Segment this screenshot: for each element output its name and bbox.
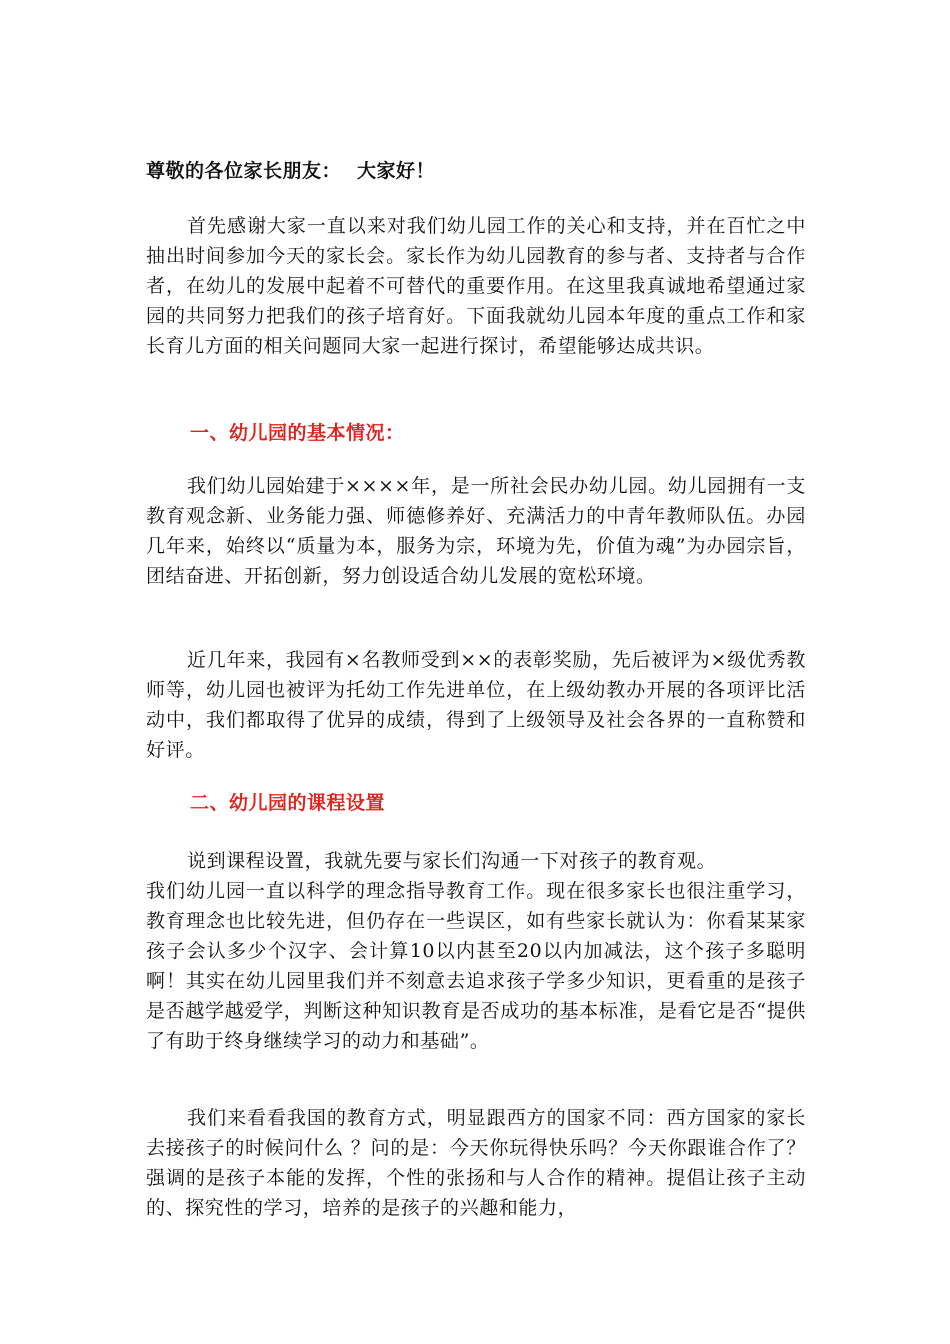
paragraph-education-comparison: 我们来看看我国的教育方式，明显跟西方的国家不同：西方国家的家长去接孩子的时候问什么 ？问的是：今天你玩得快乐吗？今天你跟谁合作了？强调的是孩子本能的发挥，个性的张扬和与人合作的精神。提倡让孩子主动的、探究性的学习，培养的是孩子的兴趣和能力， xyxy=(146,1107,806,1219)
paragraph-curriculum-body: 我们幼儿园一直以科学的理念指导教育工作。现在很多家长也很注重学习，教育理念也比较先进，但仍存在一些误区，如有些家长就认为：你看某某家孩子会认多少个汉字、会计算10以内甚至20以内加减法，这个孩子多聪明啊！其实在幼儿园里我们并不刻意去追求孩子学多少知识，更看重的是孩子是否越学越爱学，判断这种知识教育是否成功的基本标准，是看它是否“提供了有助于终身继续学习的动力和基础”。 xyxy=(146,880,806,1052)
paragraph-achievements: 近几年来，我园有×名教师受到××的表彰奖励，先后被评为×级优秀教师等，幼儿园也被评为托幼工作先进单位，在上级幼教办开展的各项评比活动中，我们都取得了优异的成绩，得到了上级领导及社会各界的一直称赞和好评。 xyxy=(146,649,806,761)
section-heading-curriculum: 二、幼儿园的课程设置 xyxy=(190,792,386,814)
section-heading-basic-info: 一、幼儿园的基本情况： xyxy=(190,422,405,444)
greeting-line xyxy=(146,156,435,183)
paragraph-curriculum-first-line: 说到课程设置，我就先要与家长们沟通一下对孩子的教育观。 xyxy=(187,850,717,872)
greeting-hello: 大家好！ xyxy=(357,160,436,182)
paragraph-curriculum xyxy=(146,846,806,1056)
paragraph-basic-info: 我们幼儿园始建于××××年，是一所社会民办幼儿园。幼儿园拥有一支教育观念新、业务能力强、师德修养好、充满活力的中青年教师队伍。办园几年来，始终以“质量为本，服务为宗，环境为先，价值为魂”为办园宗旨，团结奋进、开拓创新，努力创设适合幼儿发展的宽松环境。 xyxy=(146,475,806,587)
greeting-salutation: 尊敬的各位家长朋友： xyxy=(146,160,342,182)
paragraph-intro: 首先感谢大家一直以来对我们幼儿园工作的关心和支持，并在百忙之中抽出时间参加今天的家长会。家长作为幼儿园教育的参与者、支持者与合作者，在幼儿的发展中起着不可替代的重要作用。在这里我真诚地希望通过家园的共同努力把我们的孩子培育好。下面我就幼儿园本年度的重点工作和家长育儿方面的相关问题同大家一起进行探讨，希望能够达成共识。 xyxy=(146,215,806,357)
